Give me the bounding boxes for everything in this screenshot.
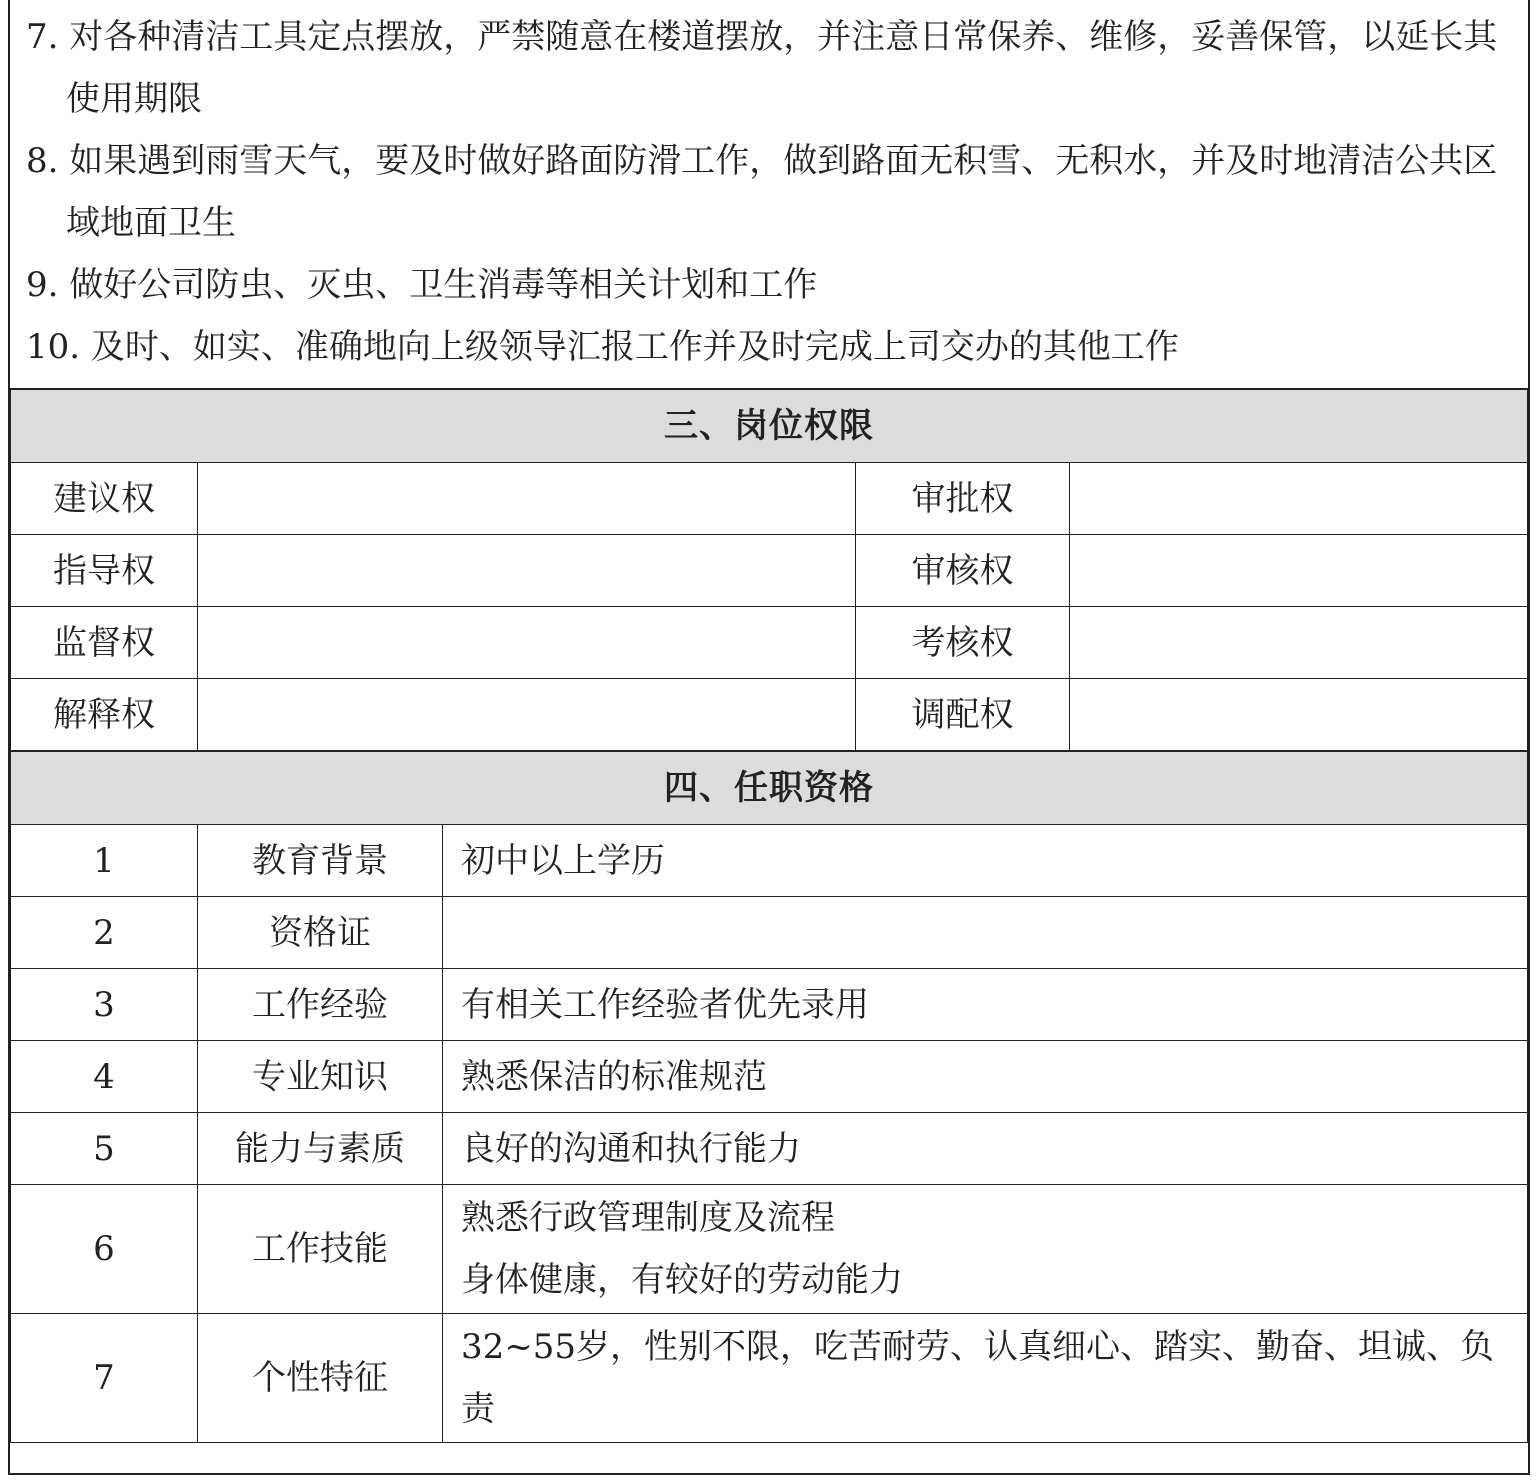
section-title-authority: 三、岗位权限 — [11, 390, 1528, 463]
authority-row — [11, 607, 1528, 679]
detail-line: 身体健康，有较好的劳动能力 — [461, 1260, 903, 1300]
qualification-detail — [443, 1314, 1528, 1443]
authority-value — [1070, 607, 1528, 679]
job-description-table — [8, 0, 1530, 1475]
qualification-item: 工作技能 — [198, 1185, 443, 1314]
duty-item: 10. 及时、如实、准确地向上级领导汇报工作并及时完成上司交办的其他工作 — [26, 327, 1179, 367]
authority-label: 审批权 — [856, 463, 1070, 535]
row-number: 2 — [11, 897, 198, 969]
qualification-row — [11, 1314, 1528, 1443]
authority-value — [198, 463, 856, 535]
qualification-detail: 初中以上学历 — [443, 825, 1528, 897]
duty-item: 8. 如果遇到雨雪天气，要及时做好路面防滑工作，做到路面无积雪、无积水，并及时地清洁公共区域地面卫生 — [26, 141, 1498, 243]
qualification-detail — [443, 897, 1528, 969]
row-number: 5 — [11, 1113, 198, 1185]
qualification-detail — [443, 1185, 1528, 1314]
qualification-table — [10, 751, 1528, 1443]
authority-value — [198, 679, 856, 751]
detail-line: 熟悉行政管理制度及流程 — [461, 1198, 835, 1238]
row-number: 3 — [11, 969, 198, 1041]
row-number: 1 — [11, 825, 198, 897]
authority-table — [10, 389, 1528, 751]
authority-row — [11, 679, 1528, 751]
authority-value — [1070, 679, 1528, 751]
authority-label: 调配权 — [856, 679, 1070, 751]
qualification-item: 工作经验 — [198, 969, 443, 1041]
qualification-item: 教育背景 — [198, 825, 443, 897]
duty-item: 9. 做好公司防虫、灭虫、卫生消毒等相关计划和工作 — [26, 265, 818, 305]
authority-row — [11, 463, 1528, 535]
row-number: 7 — [11, 1314, 198, 1443]
qualification-row — [11, 897, 1528, 969]
qualification-detail: 良好的沟通和执行能力 — [443, 1113, 1528, 1185]
authority-label: 考核权 — [856, 607, 1070, 679]
section-title-qualification: 四、任职资格 — [11, 752, 1528, 825]
authority-value — [1070, 535, 1528, 607]
duties-cell — [10, 0, 1528, 389]
authority-label: 建议权 — [11, 463, 198, 535]
duty-item: 7. 对各种清洁工具定点摆放，严禁随意在楼道摆放，并注意日常保养、维修，妥善保管，以延长其使用期限 — [26, 17, 1498, 119]
authority-value — [198, 607, 856, 679]
qualification-row — [11, 969, 1528, 1041]
qualification-row — [11, 1185, 1528, 1314]
authority-label: 审核权 — [856, 535, 1070, 607]
authority-row — [11, 535, 1528, 607]
authority-value — [198, 535, 856, 607]
qualification-item: 专业知识 — [198, 1041, 443, 1113]
authority-label: 指导权 — [11, 535, 198, 607]
qualification-row — [11, 825, 1528, 897]
qualification-row — [11, 1041, 1528, 1113]
qualification-item: 资格证 — [198, 897, 443, 969]
qualification-item: 能力与素质 — [198, 1113, 443, 1185]
row-number: 4 — [11, 1041, 198, 1113]
duties-table — [10, 0, 1528, 389]
qualification-detail: 熟悉保洁的标准规范 — [443, 1041, 1528, 1113]
authority-label: 解释权 — [11, 679, 198, 751]
qualification-detail: 有相关工作经验者优先录用 — [443, 969, 1528, 1041]
detail-line: 32~55岁，性别不限，吃苦耐劳、认真细心、踏实、勤奋、坦诚、负责 — [461, 1327, 1495, 1429]
authority-label: 监督权 — [11, 607, 198, 679]
qualification-item: 个性特征 — [198, 1314, 443, 1443]
row-number: 6 — [11, 1185, 198, 1314]
qualification-row — [11, 1113, 1528, 1185]
authority-value — [1070, 463, 1528, 535]
